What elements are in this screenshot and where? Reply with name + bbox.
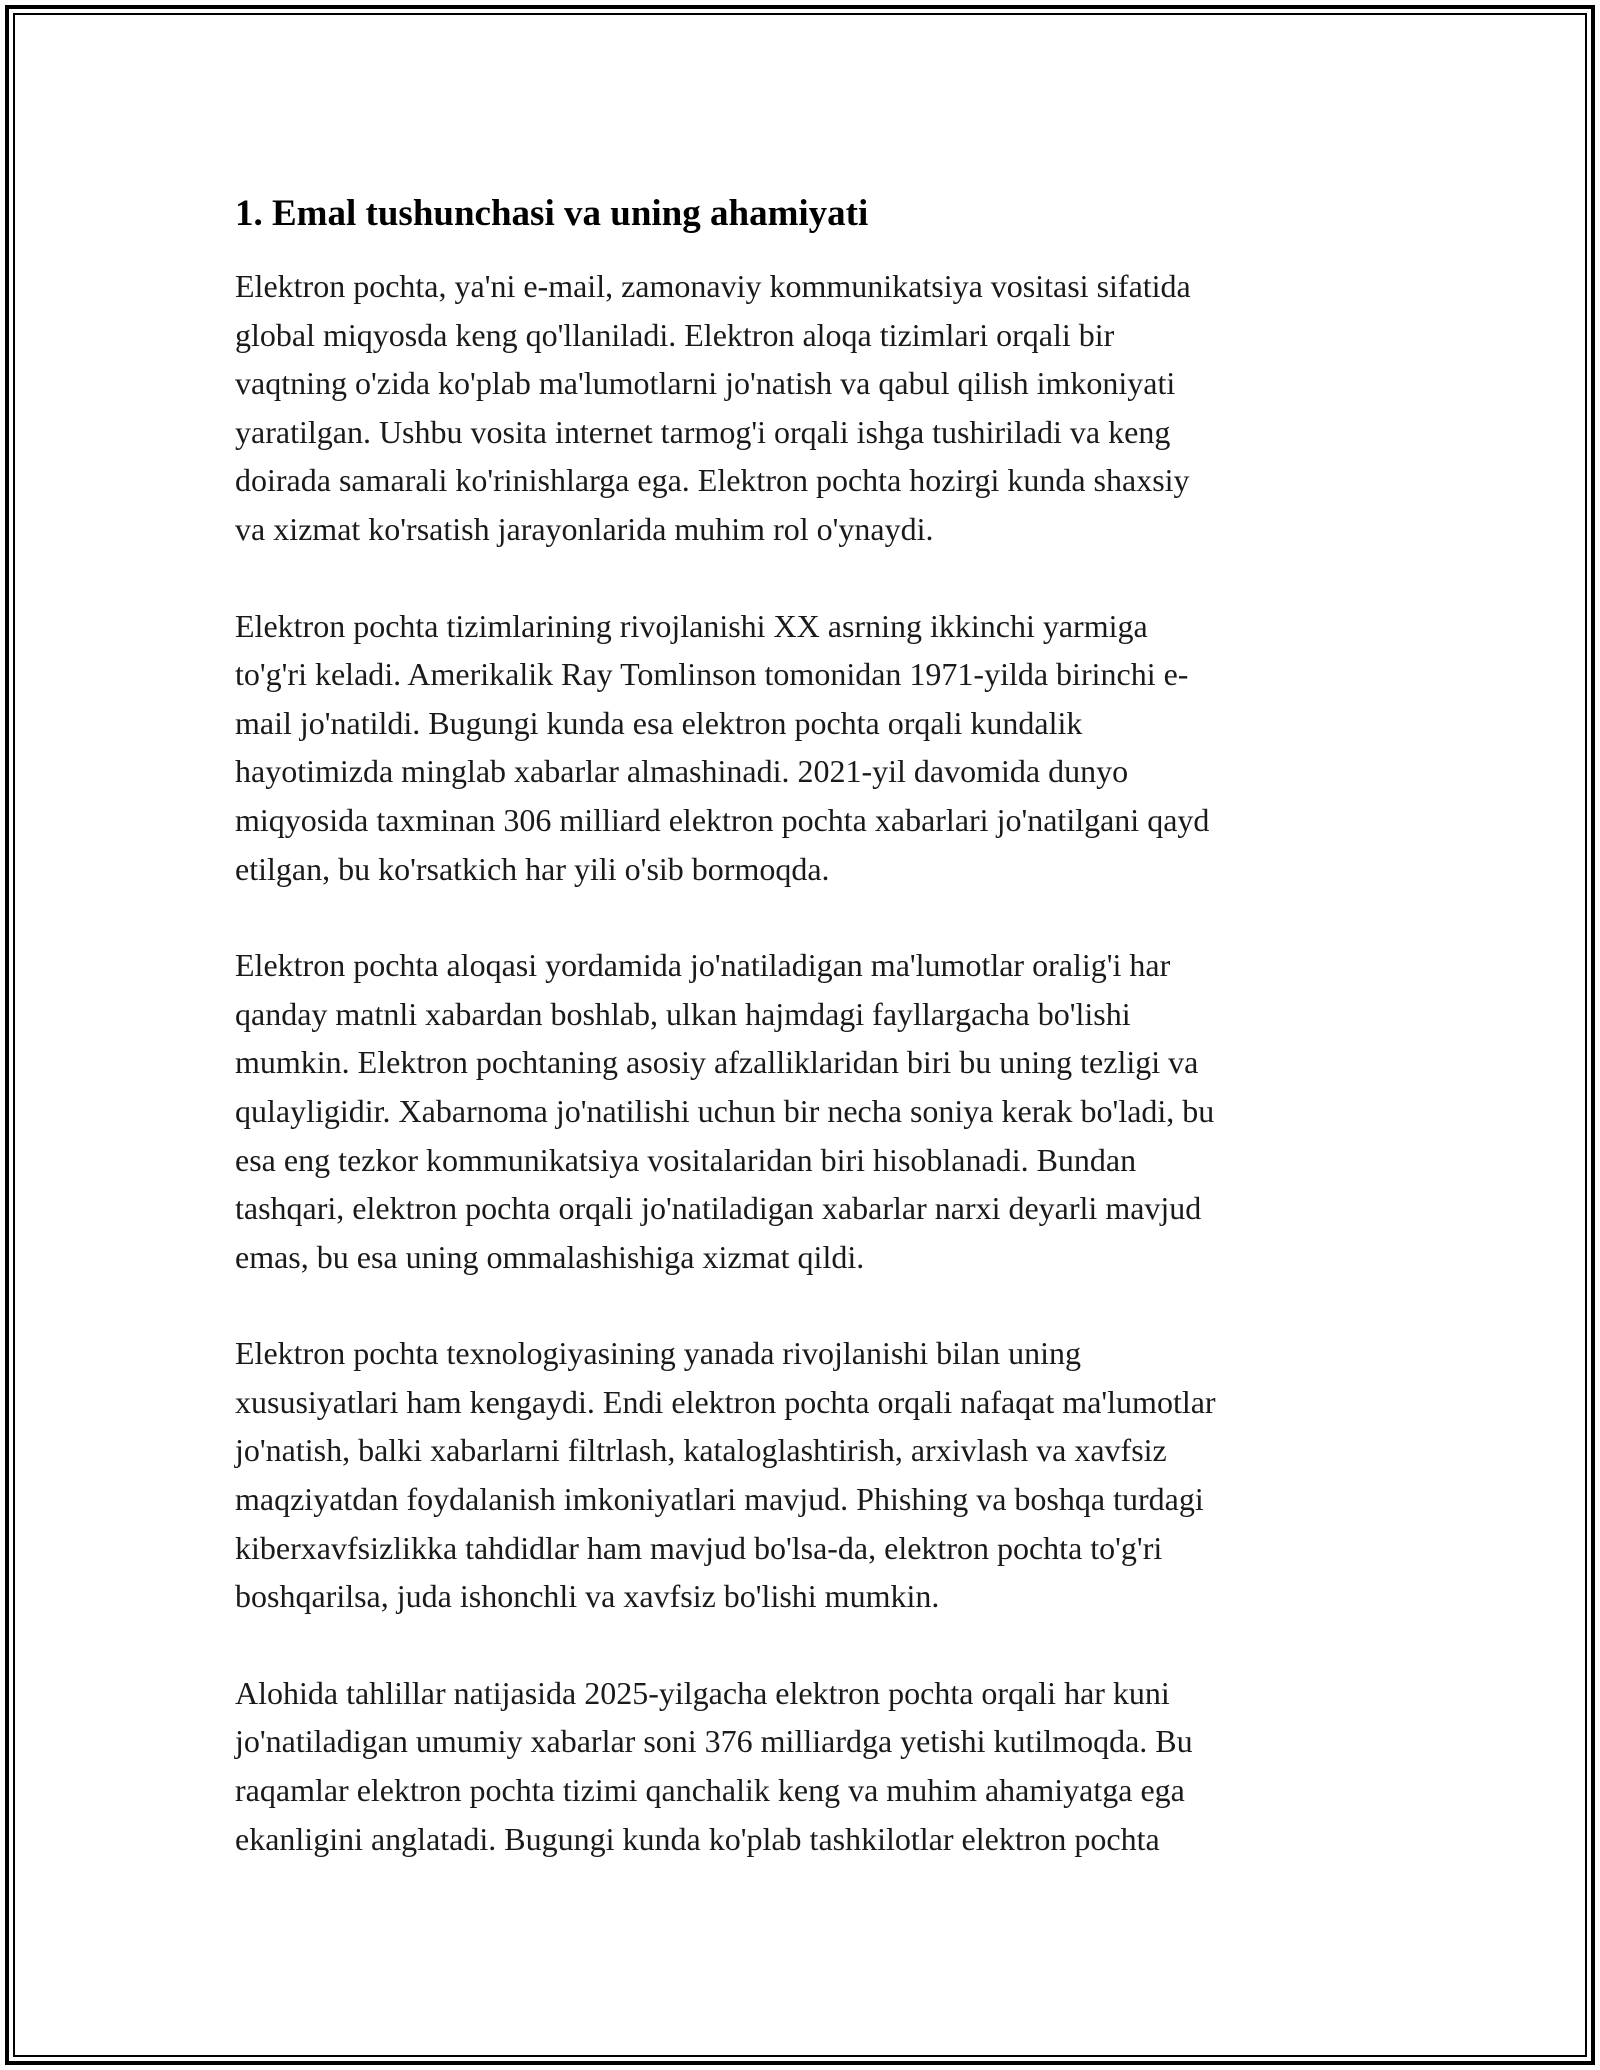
document-body [235, 186, 1370, 1911]
paragraph-4: Elektron pochta texnologiyasining yanada rivojlanishi bilan uning xususiyatlari ham kengaydi. Endi elektron pochta orqali nafaqat ma'lumotlar jo'natish, balki xabarlarni filtrlash, kataloglashtirish, arxivlash va xavfsiz maqziyatdan foydalanish imkoniyatlari mavjud. Phishing va boshqa turdagi kiberxavfsizlikka tahdidlar ham mavjud bo'lsa-da, elektron pochta to'g'ri boshqarilsa, juda ishonchli va xavfsiz bo'lishi mumkin. [235, 1335, 1216, 1615]
section-heading: 1. Emal tushunchasi va uning ahamiyati [235, 193, 869, 234]
paragraph-2: Elektron pochta tizimlarining rivojlanishi XX asrning ikkinchi yarmiga to'g'ri keladi. Amerikalik Ray Tomlinson tomonidan 1971-yilda birinchi e- mail jo'natildi. Bugungi kunda esa elektron pochta orqali kundalik hayotimizda minglab xabarlar almashinadi. 2021-yil davomida dunyo miqyosida taxminan 306 milliard elektron pochta xabarlari jo'natilgani qayd etilgan, bu ko'rsatkich har yili o'sib bormoqda. [235, 607, 1210, 887]
paragraph-5: Alohida tahlillar natijasida 2025-yilgacha elektron pochta orqali har kuni jo'natiladigan umumiy xabarlar soni 376 milliardga yetishi kutilmoqda. Bu raqamlar elektron pochta tizimi qanchalik keng va muhim ahamiyatga ega ekanligini anglatadi. Bugungi kunda ko'plab tashkilotlar elektron pochta [235, 1674, 1193, 1857]
paragraph-3: Elektron pochta aloqasi yordamida jo'natiladigan ma'lumotlar oralig'i har qanday matnli xabardan boshlab, ulkan hajmdagi fayllargacha bo'lishi mumkin. Elektron pochtaning asosiy afzalliklaridan biri bu uning tezligi va qulayligidir. Xabarnoma jo'natilishi uchun bir necha soniya kerak bo'ladi, bu esa eng tezkor kommunikatsiya vositalaridan biri hisoblanadi. Bundan tashqari, elektron pochta orqali jo'natiladigan xabarlar narxi deyarli mavjud emas, bu esa uning ommalashishiga xizmat qildi. [235, 947, 1215, 1275]
paragraph-1: Elektron pochta, ya'ni e-mail, zamonaviy kommunikatsiya vositasi sifatida global miqyosda keng qo'llaniladi. Elektron aloqa tizimlari orqali bir vaqtning o'zida ko'plab ma'lumotlarni jo'natish va qabul qilish imkoniyati yaratilgan. Ushbu vosita internet tarmog'i orqali ishga tushiriladi va keng doirada samarali ko'rinishlarga ega. Elektron pochta hozirgi kunda shaxsiy va xizmat ko'rsatish jarayonlarida muhim rol o'ynaydi. [235, 268, 1191, 547]
